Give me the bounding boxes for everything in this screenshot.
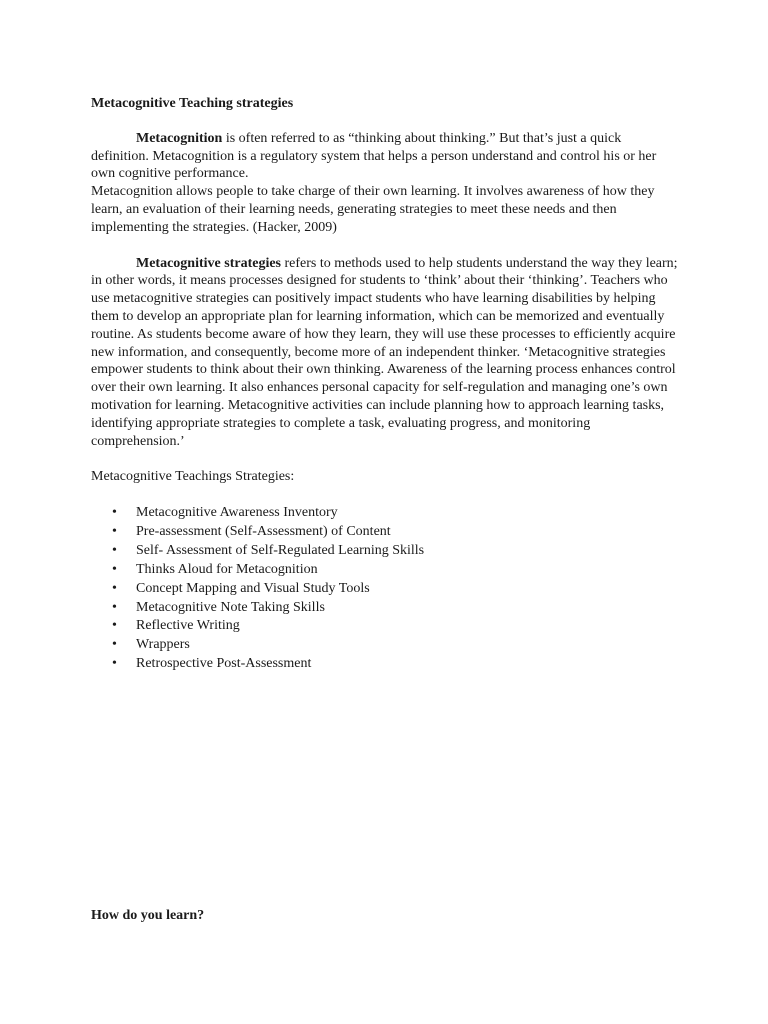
list-item: • Pre-assessment (Self-Assessment) of Content <box>91 523 681 542</box>
strategies-term: Metacognitive strategies <box>136 255 281 271</box>
intro-text: is often referred to as “thinking about thinking.” But that’s just a quick definition. Metacognition is a regulatory system that helps a person understand and control his or her own cognitive performance. <box>91 130 657 182</box>
strategies-list <box>91 504 681 674</box>
bullet-icon: • <box>112 637 117 653</box>
list-item: • Wrappers <box>91 636 681 655</box>
bullet-icon: • <box>112 580 117 596</box>
list-heading: Metacognitive Teachings Strategies: <box>91 469 295 485</box>
bullet-icon: • <box>112 505 117 521</box>
list-item: • Metacognitive Note Taking Skills <box>91 599 681 618</box>
document-title: Metacognitive Teaching strategies <box>91 96 294 111</box>
intro-term: Metacognition <box>136 130 223 146</box>
intro-paragraph <box>91 130 681 183</box>
bullet-icon: • <box>112 656 117 672</box>
list-item: • Reflective Writing <box>91 617 681 636</box>
list-item: • Concept Mapping and Visual Study Tools <box>91 580 681 599</box>
list-item: • Retrospective Post-Assessment <box>91 655 681 674</box>
paragraph-2: Metacognition allows people to take charge of their own learning. It involves awareness of how they learn, an evaluation of their learning needs, generating strategies to meet these needs and then implementing the strategies. (Hacker, 2009) <box>91 184 655 235</box>
list-item: • Thinks Aloud for Metacognition <box>91 561 681 580</box>
bullet-icon: • <box>112 618 117 634</box>
bullet-icon: • <box>112 542 117 558</box>
strategies-paragraph <box>91 255 681 451</box>
list-item: • Self- Assessment of Self-Regulated Learning Skills <box>91 542 681 561</box>
document-body <box>91 95 681 674</box>
bullet-icon: • <box>112 524 117 540</box>
footer-heading: How do you learn? <box>91 908 205 923</box>
strategies-text: refers to methods used to help students understand the way they learn; in other words, it means processes designed for students to ‘think’ about their ‘thinking’. Teachers who use metacognitive strategies can positively impact students who have learning disabilities by helping them to develop an appropriate plan for learning information, which can be memorized and eventually routine. As students become aware of how they learn, they will use these processes to efficiently acquire new information, and consequently, become more of an independent thinker. ‘Metacognitive strategies empower students to think about their own thinking. Awareness of the learning process enhances control over their own learning. It also enhances personal capacity for self-regulation and managing one’s own motivation for learning. Metacognitive activities can include planning how to approach learning tasks, identifying appropriate strategies to complete a task, evaluating progress, and monitoring comprehension.’ <box>91 255 678 449</box>
bullet-icon: • <box>112 561 117 577</box>
list-item: • Metacognitive Awareness Inventory <box>91 504 681 523</box>
bullet-icon: • <box>112 599 117 615</box>
